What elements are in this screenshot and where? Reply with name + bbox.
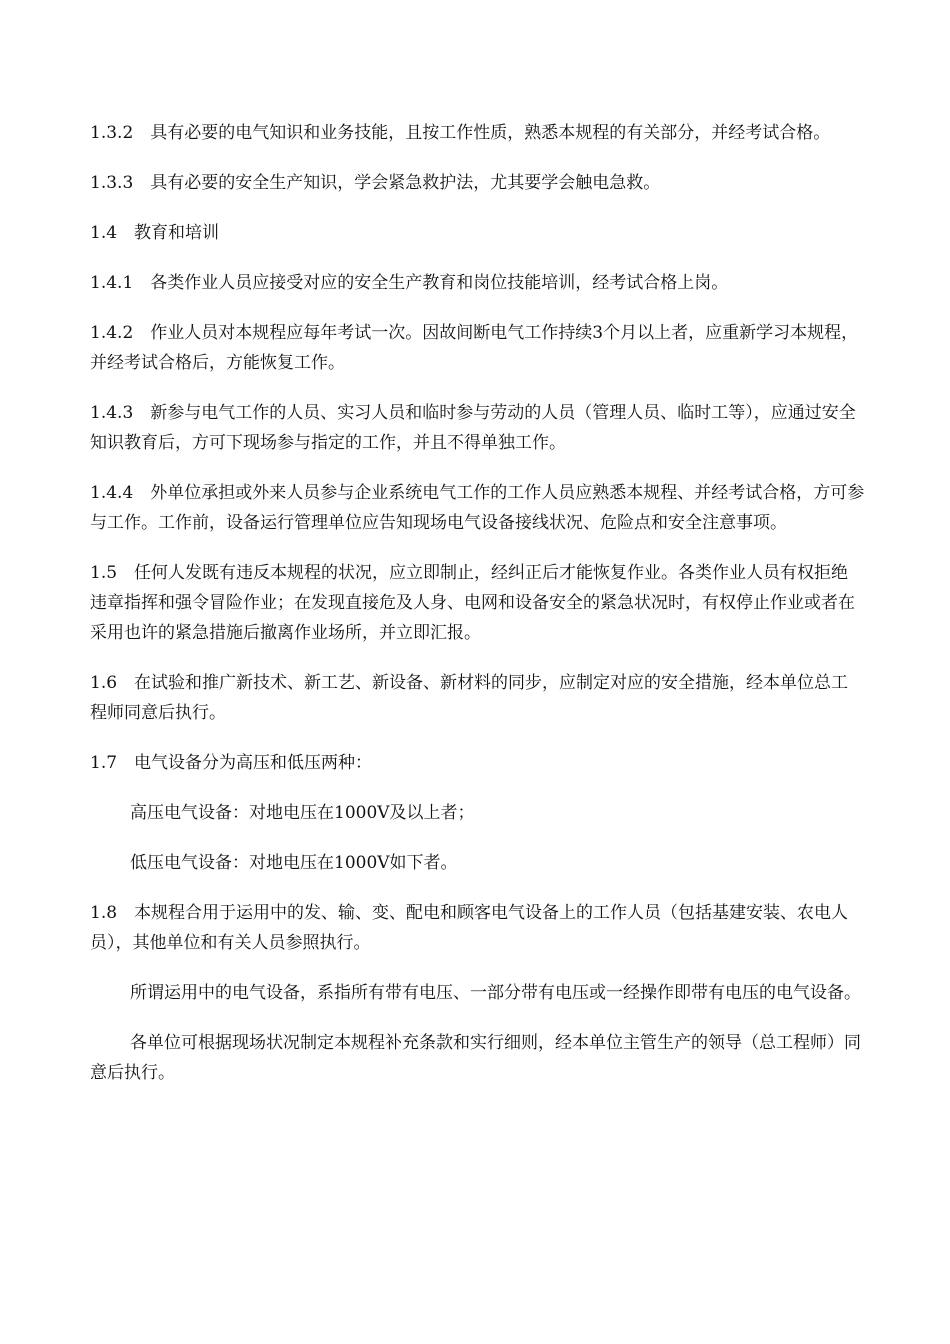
paragraph-1-4-2: 1.4.2 作业人员对本规程应每年考试一次。因故间断电气工作持续3个月以上者，应重新学习本规程，并经考试合格后，方能恢复工作。 [90,323,859,373]
paragraph-1-3-3: 1.3.3 具有必要的安全生产知识，学会紧急救护法，尤其要学会触电急救。 [90,173,661,193]
paragraph-1-5: 1.5 任何人发既有违反本规程的状况，应立即制止，经纠正后才能恢复作业。各类作业人员有权拒绝违章指挥和强令冒险作业；在发现直接危及人身、电网和设备安全的紧急状况时，有权停止作业或者在采用也许的紧急措施后撤离作业场所，并立即汇报。 [90,563,855,643]
paragraph-1-7: 1.7 电气设备分为高压和低压两种： [90,753,373,773]
document-body [90,118,865,1108]
paragraph-1-4-3: 1.4.3 新参与电气工作的人员、实习人员和临时参与劳动的人员（管理人员、临时工等），应通过安全知识教育后，方可下现场参与指定的工作，并且不得单独工作。 [90,403,856,453]
paragraph-low-voltage-definition: 低压电气设备：对地电压在1000V如下者。 [130,853,458,873]
paragraph-1-4-4: 1.4.4 外单位承担或外来人员参与企业系统电气工作的工作人员应熟悉本规程、并经考试合格，方可参与工作。工作前，设备运行管理单位应告知现场电气设备接线状况、危险点和安全注意事项。 [90,483,865,533]
paragraph-1-6: 1.6 在试验和推广新技术、新工艺、新设备、新材料的同步，应制定对应的安全措施，经本单位总工程师同意后执行。 [90,673,849,723]
paragraph-1-8: 1.8 本规程合用于运用中的发、输、变、配电和顾客电气设备上的工作人员（包括基建安装、农电人员），其他单位和有关人员参照执行。 [90,903,849,953]
paragraph-in-service-equipment-definition: 所谓运用中的电气设备，系指所有带有电压、一部分带有电压或一经操作即带有电压的电气设备。 [130,983,861,1003]
paragraph-1-3-2: 1.3.2 具有必要的电气知识和业务技能，且按工作性质，熟悉本规程的有关部分，并经考试合格。 [90,123,831,143]
paragraph-1-4-1: 1.4.1 各类作业人员应接受对应的安全生产教育和岗位技能培训，经考试合格上岗。 [90,273,729,293]
paragraph-supplementary-rules: 各单位可根据现场状况制定本规程补充条款和实行细则，经本单位主管生产的领导（总工程师）同意后执行。 [90,1033,861,1083]
paragraph-high-voltage-definition: 高压电气设备：对地电压在1000V及以上者； [130,803,475,823]
section-heading-1-4: 1.4 教育和培训 [90,223,220,243]
